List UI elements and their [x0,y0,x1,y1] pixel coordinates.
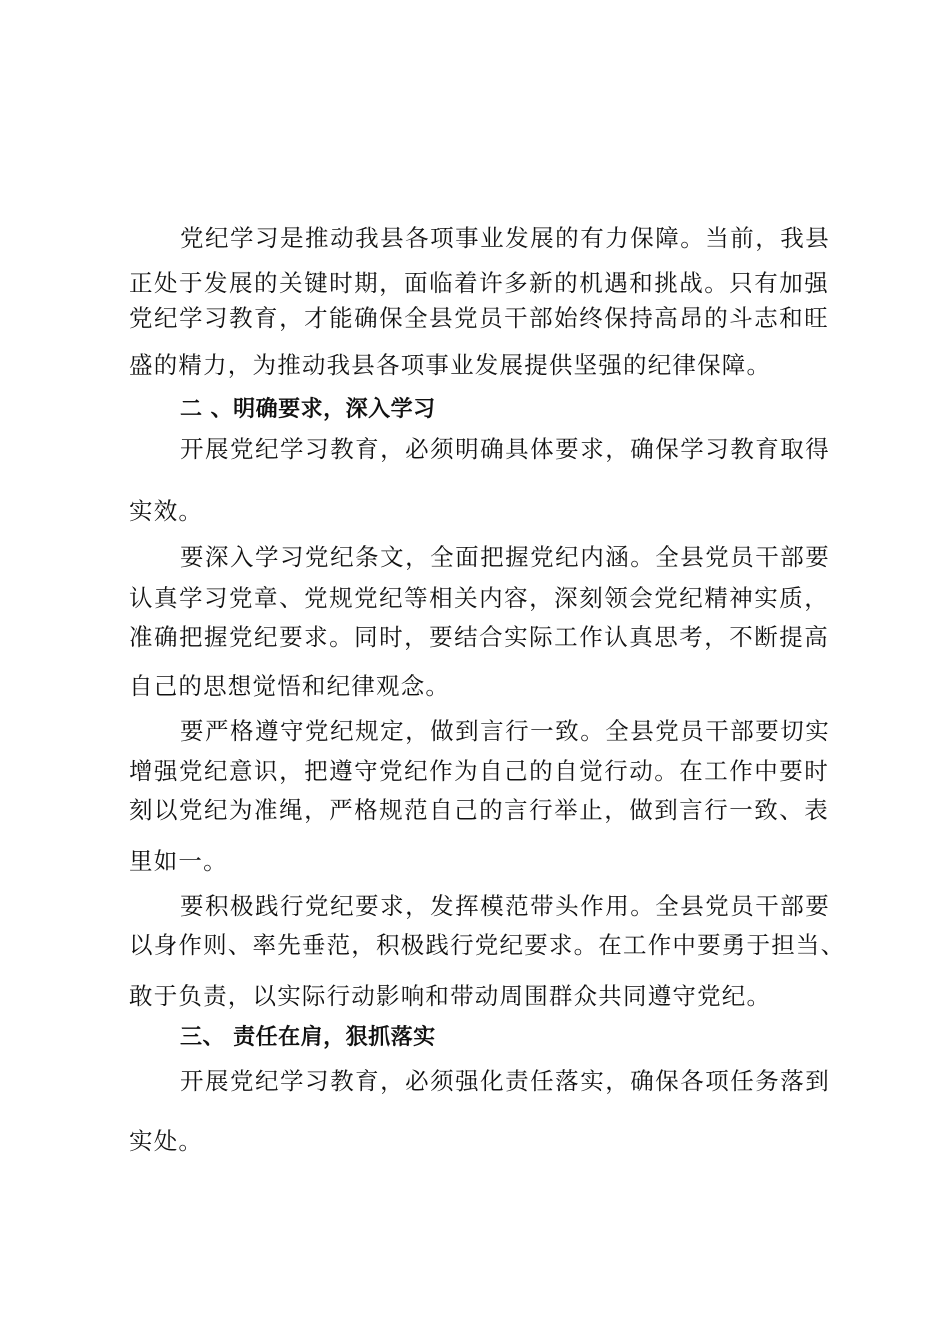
paragraph-4-line-4: 里如一。 [129,847,228,875]
paragraph-4-line-3: 刻以党纪为准绳，严格规范自己的言行举止，做到言行一致、表 [129,796,829,824]
section-heading-3: 三、 责任在肩，狠抓落实 [180,1025,436,1050]
paragraph-1-line-3: 党纪学习教育，才能确保全县党员干部始终保持高昂的斗志和旺 [129,304,829,332]
paragraph-4-line-1: 要严格遵守党纪规定，做到言行一致。全县党员干部要切实 [180,717,830,745]
paragraph-2-line-1: 开展党纪学习教育，必须明确具体要求，确保学习教育取得 [180,435,830,463]
paragraph-4-line-2: 增强党纪意识，把遵守党纪作为自己的自觉行动。在工作中要时 [129,757,829,785]
paragraph-5-line-2: 以身作则、率先垂范，积极践行党纪要求。在工作中要勇于担当、 [129,931,846,959]
paragraph-1-line-4: 盛的精力，为推动我县各项事业发展提供坚强的纪律保障。 [129,351,772,379]
paragraph-5-line-1: 要积极践行党纪要求，发挥模范带头作用。全县党员干部要 [180,892,830,920]
paragraph-1-line-1: 党纪学习是推动我县各项事业发展的有力保障。当前，我县 [180,224,830,252]
paragraph-3-line-2: 认真学习党章、党规党纪等相关内容，深刻领会党纪精神实质， [129,584,829,612]
paragraph-2-line-2: 实效。 [129,497,204,525]
paragraph-3-line-1: 要深入学习党纪条文，全面把握党纪内涵。全县党员干部要 [180,543,830,571]
paragraph-1-line-2: 正处于发展的关键时期，面临着许多新的机遇和挑战。只有加强 [129,269,829,297]
paragraph-3-line-3: 准确把握党纪要求。同时，要结合实际工作认真思考，不断提高 [129,623,829,651]
paragraph-6-line-1: 开展党纪学习教育，必须强化责任落实，确保各项任务落到 [180,1067,830,1095]
paragraph-3-line-4: 自己的思想觉悟和纪律观念。 [129,672,451,700]
paragraph-6-line-2: 实处。 [129,1127,204,1155]
section-heading-2: 二 、明确要求，深入学习 [180,397,436,422]
paragraph-5-line-3: 敢于负责，以实际行动影响和带动周围群众共同遵守党纪。 [129,982,772,1010]
